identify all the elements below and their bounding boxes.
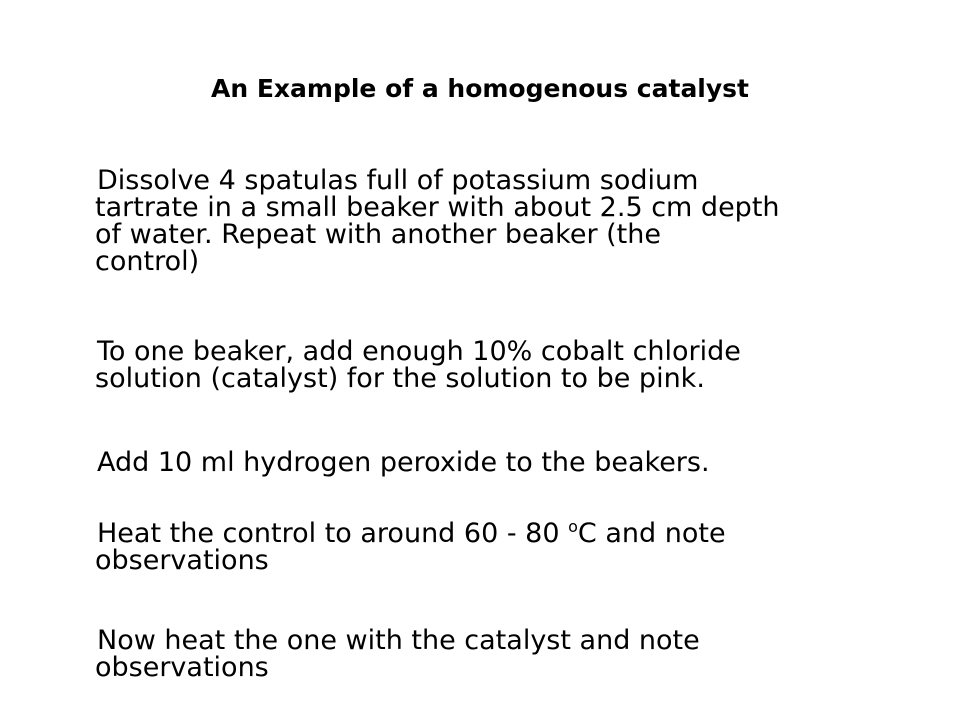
- slide-title: An Example of a homogenous catalyst: [210, 74, 750, 103]
- text-line: control): [95, 246, 200, 277]
- text-line: Add 10 ml hydrogen peroxide to the beakers.: [97, 447, 710, 478]
- text-line: observations: [95, 545, 269, 576]
- text-line: Now heat the one with the catalyst and note: [97, 625, 700, 656]
- instruction-dissolve: [95, 167, 875, 275]
- text-line: To one beaker, add enough 10% cobalt chloride: [97, 336, 741, 367]
- text-fragment: C and note: [577, 518, 726, 549]
- instruction-heat-control: [95, 517, 875, 576]
- instruction-heat-catalyst: [95, 627, 875, 681]
- degree-mark: o: [568, 517, 578, 536]
- text-line: tartrate in a small beaker with about 2.5 cm depth: [95, 192, 780, 223]
- text-line: Dissolve 4 spatulas full of potassium sodium: [97, 165, 699, 196]
- text-line: solution (catalyst) for the solution to be pink.: [95, 363, 705, 394]
- text-line: observations: [95, 652, 269, 683]
- instruction-add-catalyst: [95, 338, 875, 392]
- instruction-add-peroxide: [95, 449, 875, 476]
- text-line: [95, 517, 875, 549]
- text-line: of water. Repeat with another beaker (the: [95, 219, 661, 250]
- text-fragment: Heat the control to around 60 - 80: [97, 518, 569, 549]
